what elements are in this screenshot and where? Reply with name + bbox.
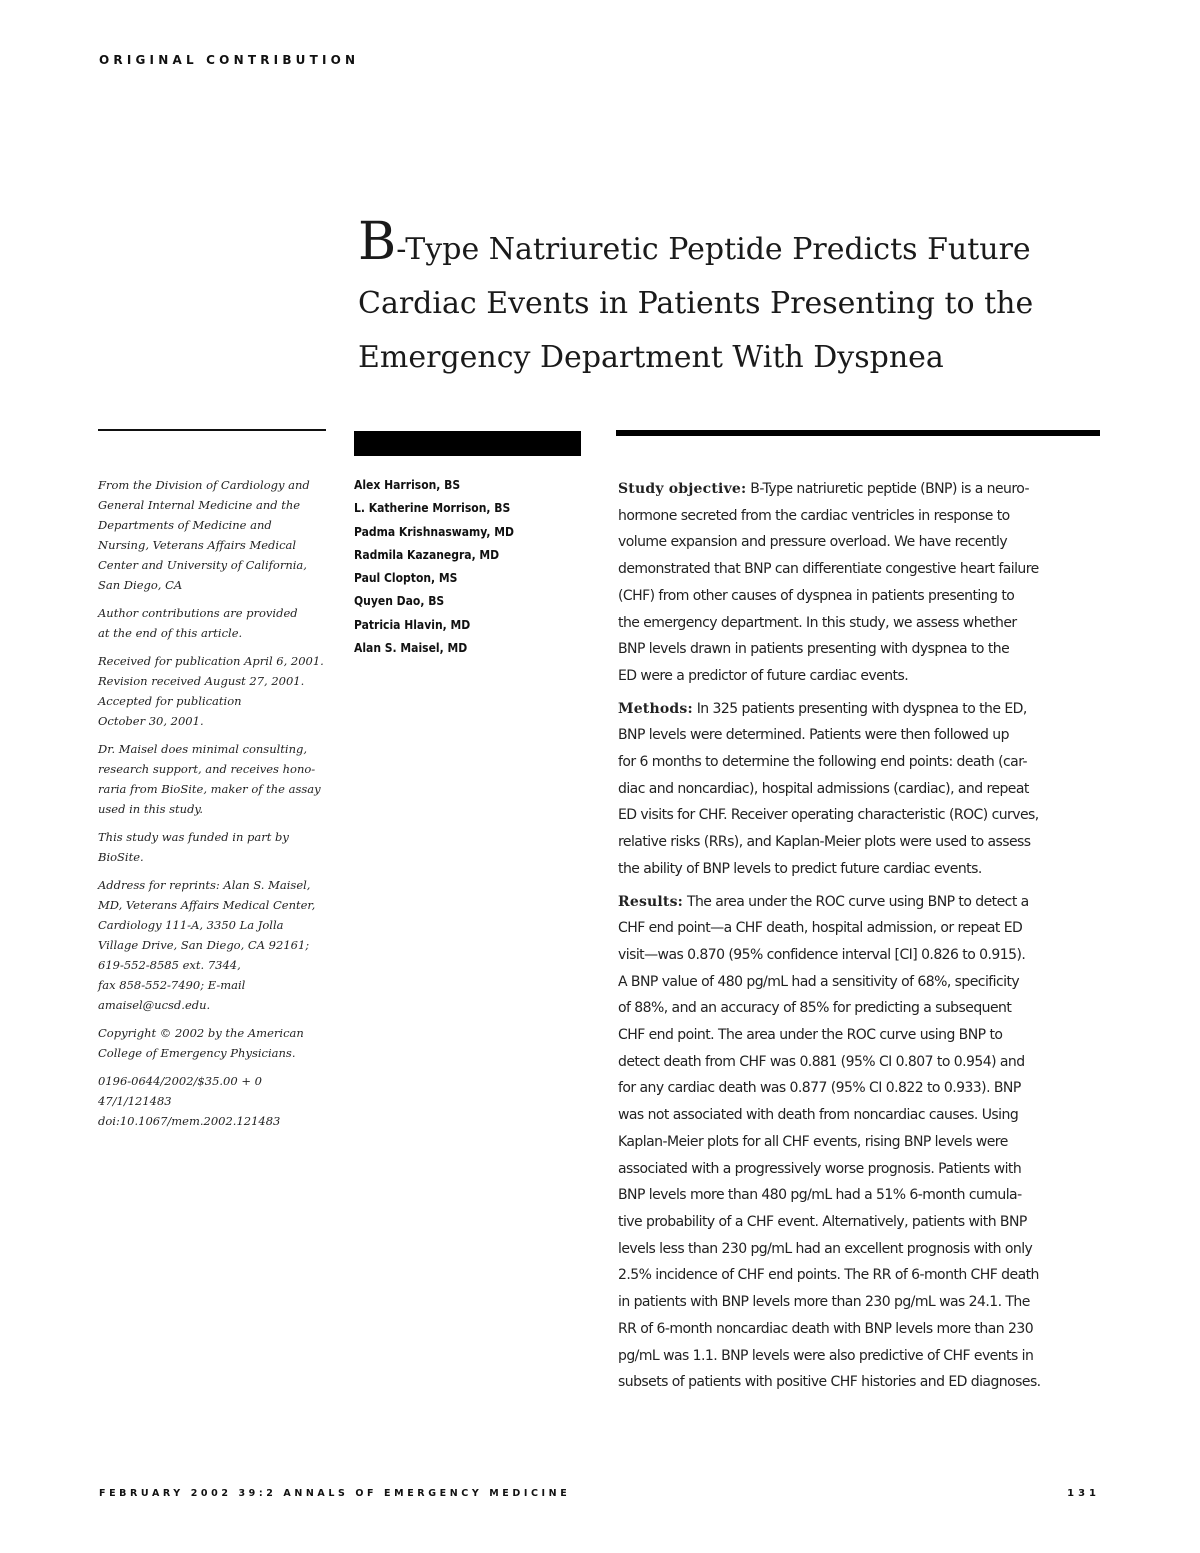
identifiers-note bbox=[98, 1071, 330, 1131]
author-name: Quyen Dao, BS bbox=[354, 594, 445, 609]
reprints-note bbox=[98, 875, 330, 1015]
sidebar-line: Nursing, Veterans Affairs Medical bbox=[98, 538, 297, 552]
methods-heading: Methods: bbox=[618, 700, 693, 717]
author-name: Padma Krishnaswamy, MD bbox=[354, 524, 514, 539]
abstract-line: of 88%, and an accuracy of 85% for predicting a subsequent bbox=[618, 1000, 1012, 1017]
results-first-line: The area under the ROC curve using BNP to detect a bbox=[683, 893, 1029, 910]
abstract-line: CHF end point—a CHF death, hospital admission, or repeat ED bbox=[618, 920, 1023, 937]
sidebar-line: Departments of Medicine and bbox=[98, 518, 272, 532]
author-list bbox=[354, 474, 594, 660]
contributions-note bbox=[98, 603, 330, 643]
sidebar-line: Received for publication April 6, 2001. bbox=[98, 654, 324, 668]
abstract-line: A BNP value of 480 pg/mL had a sensitivity of 68%, specificity bbox=[618, 973, 1020, 990]
sidebar-line: fax 858-552-7490; E-mail bbox=[98, 978, 246, 992]
authors-rule-bar bbox=[354, 431, 581, 456]
abstract-line: diac and noncardiac), hospital admissions (cardiac), and repeat bbox=[618, 780, 1029, 797]
sidebar-line: amaisel@ucsd.edu. bbox=[98, 998, 211, 1012]
sidebar-line: October 30, 2001. bbox=[98, 714, 204, 728]
sidebar-rule bbox=[98, 429, 326, 431]
abstract-line: the ability of BNP levels to predict future cardiac events. bbox=[618, 860, 982, 877]
sidebar-line: 47/1/121483 bbox=[98, 1094, 172, 1108]
abstract-line: ED visits for CHF. Receiver operating characteristic (ROC) curves, bbox=[618, 807, 1039, 824]
author-name: Alan S. Maisel, MD bbox=[354, 641, 468, 656]
author-name: Alex Harrison, BS bbox=[354, 478, 461, 492]
author-name: Patricia Hlavin, MD bbox=[354, 617, 471, 632]
abstract-line: Kaplan-Meier plots for all CHF events, rising BNP levels were bbox=[618, 1133, 1008, 1150]
affiliation-note bbox=[98, 475, 330, 595]
abstract-line: 2.5% incidence of CHF end points. The RR of 6-month CHF death bbox=[618, 1267, 1039, 1284]
author-name: L. Katherine Morrison, BS bbox=[354, 501, 511, 516]
sidebar-line: Village Drive, San Diego, CA 92161; bbox=[98, 938, 310, 952]
title-line-2: Cardiac Events in Patients Presenting to the bbox=[358, 286, 1034, 321]
objective-heading: Study objective: bbox=[618, 481, 747, 497]
sidebar-line: General Internal Medicine and the bbox=[98, 498, 301, 512]
abstract-line: volume expansion and pressure overload. We have recently bbox=[618, 534, 1008, 551]
sidebar-line: raria from BioSite, maker of the assay bbox=[98, 782, 321, 796]
sidebar-line: doi:10.1067/mem.2002.121483 bbox=[98, 1114, 281, 1128]
funding-note bbox=[98, 827, 330, 867]
abstract-line: BNP levels drawn in patients presenting with dyspnea to the bbox=[618, 641, 1010, 658]
abstract-line: hormone secreted from the cardiac ventricles in response to bbox=[618, 507, 1010, 524]
sidebar-line: Revision received August 27, 2001. bbox=[98, 674, 305, 688]
abstract-line bbox=[618, 476, 1108, 503]
abstract-line bbox=[618, 889, 1108, 916]
copyright-note bbox=[98, 1023, 330, 1063]
abstract-line: tive probability of a CHF event. Alternatively, patients with BNP bbox=[618, 1213, 1027, 1230]
title-line-3: Emergency Department With Dyspnea bbox=[358, 340, 944, 375]
abstract-line: BNP levels more than 480 pg/mL had a 51% 6-month cumula- bbox=[618, 1187, 1022, 1204]
article-title bbox=[358, 212, 1118, 385]
sidebar-line: 0196-0644/2002/$35.00 + 0 bbox=[98, 1074, 262, 1088]
abstract-objective bbox=[618, 476, 1108, 690]
abstract-line: BNP levels were determined. Patients were then followed up bbox=[618, 727, 1009, 744]
section-label: ORIGINAL CONTRIBUTION bbox=[99, 53, 360, 67]
sidebar-line: research support, and receives hono- bbox=[98, 762, 316, 776]
abstract-line: subsets of patients with positive CHF histories and ED diagnoses. bbox=[618, 1374, 1041, 1391]
sidebar-line: used in this study. bbox=[98, 802, 204, 816]
abstract-line: for 6 months to determine the following end points: death (car- bbox=[618, 754, 1028, 771]
sidebar-line: MD, Veterans Affairs Medical Center, bbox=[98, 898, 316, 912]
sidebar-line: Copyright © 2002 by the American bbox=[98, 1026, 304, 1040]
sidebar-line: Dr. Maisel does minimal consulting, bbox=[98, 742, 308, 756]
sidebar-line: From the Division of Cardiology and bbox=[98, 478, 310, 492]
sidebar-line: This study was funded in part by bbox=[98, 830, 289, 844]
page-number: 131 bbox=[1067, 1488, 1100, 1499]
title-dropcap: B bbox=[358, 212, 397, 272]
sidebar-line: Accepted for publication bbox=[98, 694, 242, 708]
abstract-line: RR of 6-month noncardiac death with BNP levels more than 230 bbox=[618, 1320, 1034, 1337]
abstract-line: detect death from CHF was 0.881 (95% CI 0.807 to 0.954) and bbox=[618, 1053, 1025, 1070]
sidebar-line: Center and University of California, bbox=[98, 558, 307, 572]
sidebar-line: College of Emergency Physicians. bbox=[98, 1046, 296, 1060]
results-heading: Results: bbox=[618, 893, 684, 910]
author-name: Paul Clopton, MS bbox=[354, 571, 458, 586]
disclosure-note bbox=[98, 739, 330, 819]
dates-note bbox=[98, 651, 330, 731]
abstract-results bbox=[618, 889, 1108, 1396]
title-line-1-text: -Type Natriuretic Peptide Predicts Future bbox=[396, 232, 1031, 267]
abstract-line: pg/mL was 1.1. BNP levels were also predictive of CHF events in bbox=[618, 1347, 1034, 1364]
objective-first-line: B-Type natriuretic peptide (BNP) is a neuro- bbox=[746, 481, 1030, 497]
abstract bbox=[618, 476, 1108, 1402]
methods-first-line: In 325 patients presenting with dyspnea to the ED, bbox=[692, 700, 1027, 717]
sidebar-line: at the end of this article. bbox=[98, 626, 243, 640]
sidebar-line: 619-552-8585 ext. 7344, bbox=[98, 958, 241, 972]
abstract-line: visit—was 0.870 (95% confidence interval [CI] 0.826 to 0.915). bbox=[618, 946, 1026, 963]
abstract-line: in patients with BNP levels more than 230 pg/mL was 24.1. The bbox=[618, 1294, 1030, 1311]
abstract-rule bbox=[616, 430, 1100, 436]
abstract-line: associated with a progressively worse prognosis. Patients with bbox=[618, 1160, 1022, 1177]
sidebar-line: San Diego, CA bbox=[98, 578, 183, 592]
title-line-1 bbox=[358, 212, 1118, 277]
abstract-line: the emergency department. In this study, we assess whether bbox=[618, 614, 1017, 631]
journal-footer: FEBRUARY 2002 39:2 ANNALS OF EMERGENCY MEDICINE bbox=[99, 1488, 571, 1499]
abstract-line bbox=[618, 696, 1108, 723]
abstract-line: CHF end point. The area under the ROC curve using BNP to bbox=[618, 1027, 1003, 1044]
sidebar-line: BioSite. bbox=[98, 850, 144, 864]
sidebar-notes bbox=[98, 475, 330, 1139]
abstract-methods bbox=[618, 696, 1108, 883]
abstract-line: relative risks (RRs), and Kaplan-Meier plots were used to assess bbox=[618, 834, 1031, 851]
abstract-line: (CHF) from other causes of dyspnea in patients presenting to bbox=[618, 587, 1015, 604]
abstract-line: demonstrated that BNP can differentiate congestive heart failure bbox=[618, 561, 1039, 578]
abstract-line: for any cardiac death was 0.877 (95% CI 0.822 to 0.933). BNP bbox=[618, 1080, 1021, 1097]
sidebar-line: Author contributions are provided bbox=[98, 606, 298, 620]
abstract-line: was not associated with death from noncardiac causes. Using bbox=[618, 1107, 1019, 1124]
sidebar-line: Address for reprints: Alan S. Maisel, bbox=[98, 878, 311, 892]
abstract-line: levels less than 230 pg/mL had an excellent prognosis with only bbox=[618, 1240, 1033, 1257]
sidebar-line: Cardiology 111-A, 3350 La Jolla bbox=[98, 918, 284, 932]
author-name: Radmila Kazanegra, MD bbox=[354, 547, 500, 562]
abstract-line: ED were a predictor of future cardiac events. bbox=[618, 667, 909, 684]
